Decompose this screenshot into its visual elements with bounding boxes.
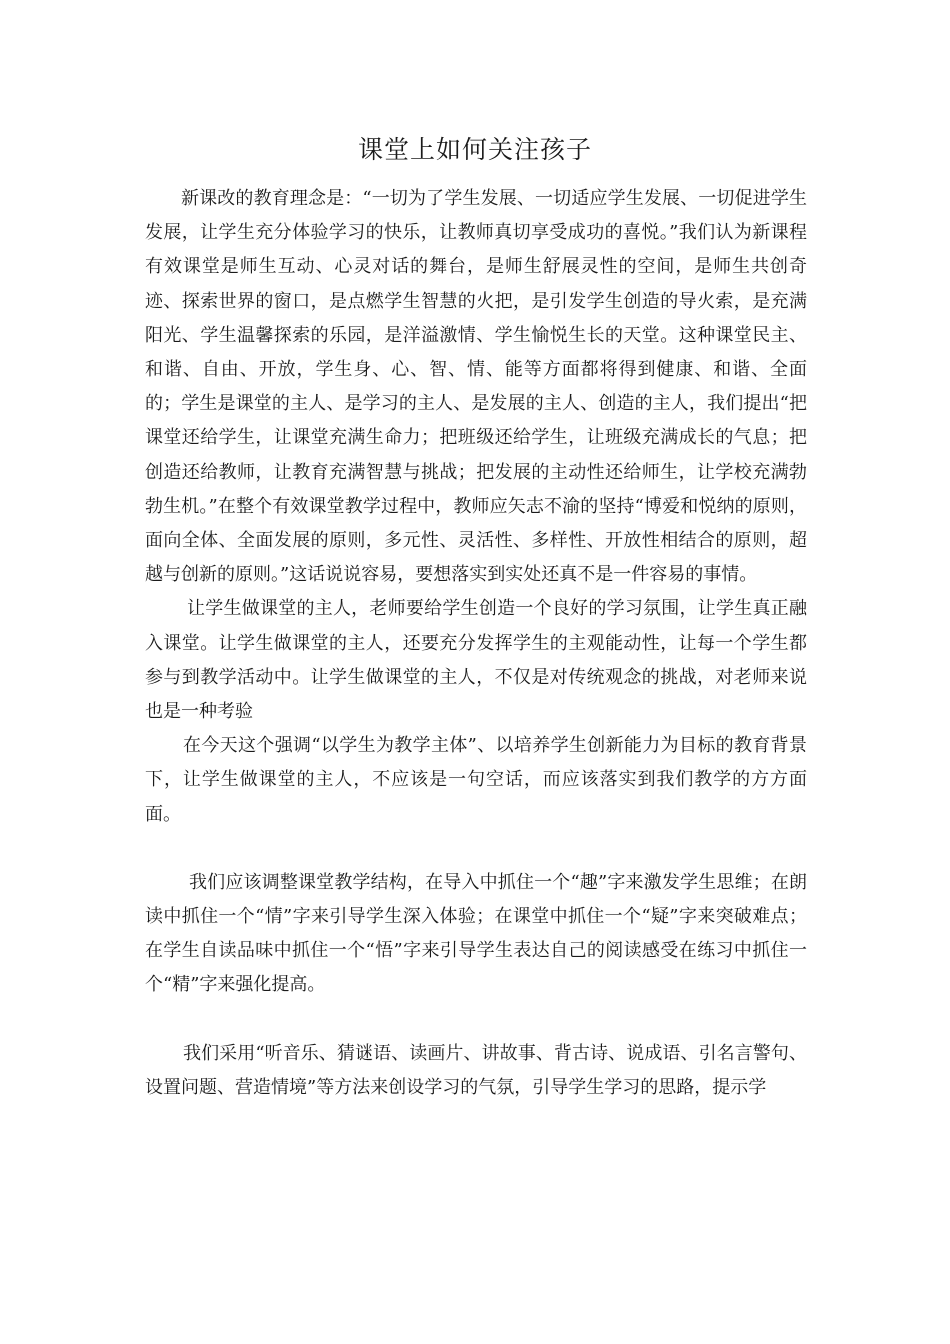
document-title: 课堂上如何关注孩子 <box>357 135 592 164</box>
paragraph-5: 我们采用“听音乐、猜谜语、读画片、讲故事、背古诗、说成语、引名言警句、设置问题、营造情境”等方法来创设学习的气氛，引导学生学习的思路，提示学 <box>145 1042 807 1098</box>
paragraph-4: 我们应该调整课堂教学结构，在导入中抓住一个“趣”字来激发学生思维；在朗读中抓住一个“情”字来引导学生深入体验；在课堂中抓住一个“疑”字来突破难点；在学生自读品味中抓住一个“悟”字来引导学生表达自己的阅读感受在练习中抓住一个“精”字来强化提高。 <box>145 871 807 996</box>
paragraph-3: 在今天这个强调“以学生为教学主体”、以培养学生创新能力为目标的教育背景下，让学生做课堂的主人，不应该是一句空话，而应该落实到我们教学的方方面面。 <box>145 735 807 825</box>
paragraph-2: 让学生做课堂的主人，老师要给学生创造一个良好的学习氛围，让学生真正融入课堂。让学生做课堂的主人，还要充分发挥学生的主观能动性，让每一个学生都参与到教学活动中。让学生做课堂的主人，不仅是对传统观念的挑战，对老师来说也是一种考验 <box>145 598 807 723</box>
paragraph-spacer <box>145 1003 807 1037</box>
paragraph-1: 新课改的教育理念是：“一切为了学生发展、一切适应学生发展、一切促进学生发展，让学生充分体验学习的快乐，让教师真切享受成功的喜悦。”我们认为新课程有效课堂是师生互动、心灵对话的舞台，是师生舒展灵性的空间，是师生共创奇迹、探索世界的窗口，是点燃学生智慧的火把，是引发学生创造的导火索，是充满阳光、学生温馨探索的乐园，是洋溢激情、学生愉悦生长的天堂。这种课堂民主、和谐、自由、开放，学生身、心、智、情、能等方面都将得到健康、和谐、全面的；学生是课堂的主人、是学习的主人、是发展的主人、创造的主人，我们提出“把课堂还给学生，让课堂充满生命力；把班级还给学生，让班级充满成长的气息；把创造还给教师，让教育充满智慧与挑战；把发展的主动性还给师生，让学校充满勃勃生机。”在整个有效课堂教学过程中，教师应矢志不渝的坚持“博爱和悦纳的原则，面向全体、全面发展的原则，多元性、灵活性、多样性、开放性相结合的原则，超越与创新的原则。”这话说说容易，要想落实到实处还真不是一件容易的事情。 <box>145 188 807 586</box>
paragraph-spacer <box>145 832 807 866</box>
document-body <box>145 182 807 1105</box>
